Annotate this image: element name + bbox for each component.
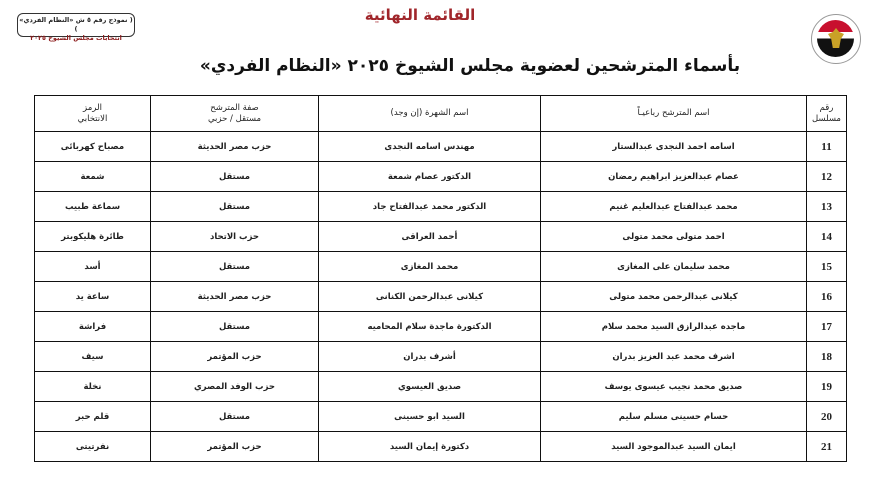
serial-number: 19 bbox=[807, 372, 847, 402]
electoral-symbol: سماعة طبيب bbox=[35, 192, 151, 222]
elections-authority-logo-icon bbox=[811, 14, 861, 64]
header-candidate-status bbox=[151, 96, 319, 132]
popular-name: الدكتور محمد عبدالفتاح جاد bbox=[319, 192, 541, 222]
header-status-line2: مستقل / حزبي bbox=[207, 113, 262, 124]
candidate-name: اسامه احمد النجدى عبدالستار bbox=[541, 132, 807, 162]
header-popular-name: اسم الشهرة (إن وجد) bbox=[319, 96, 541, 132]
table-row bbox=[35, 312, 847, 342]
electoral-symbol: فراشة bbox=[35, 312, 151, 342]
serial-number: 16 bbox=[807, 282, 847, 312]
header-symbol-line1: الرمز bbox=[83, 102, 102, 113]
serial-number: 14 bbox=[807, 222, 847, 252]
candidate-status: حزب الوفد المصري bbox=[151, 372, 319, 402]
candidate-name: محمد عبدالفتاح عبدالعليم غنيم bbox=[541, 192, 807, 222]
candidate-status: مستقل bbox=[151, 162, 319, 192]
serial-number: 18 bbox=[807, 342, 847, 372]
candidate-status: حزب مصر الحديثة bbox=[151, 282, 319, 312]
popular-name: أحمد العراقى bbox=[319, 222, 541, 252]
candidate-name: ماجده عبدالرازق السيد محمد سلام bbox=[541, 312, 807, 342]
candidate-name: اشرف محمد عبد العزيز بدران bbox=[541, 342, 807, 372]
final-list-title: القائمة النهائية bbox=[364, 6, 476, 24]
candidate-status: مستقل bbox=[151, 312, 319, 342]
electoral-symbol: أسد bbox=[35, 252, 151, 282]
candidate-name: محمد سليمان على المغازى bbox=[541, 252, 807, 282]
electoral-symbol: سيف bbox=[35, 342, 151, 372]
electoral-symbol: نخلة bbox=[35, 372, 151, 402]
table-row bbox=[35, 432, 847, 462]
header-electoral-symbol bbox=[35, 96, 151, 132]
popular-name: الدكتورة ماجدة سلام المحاميه bbox=[319, 312, 541, 342]
electoral-symbol: قلم حبر bbox=[35, 402, 151, 432]
header-serial-number bbox=[807, 96, 847, 132]
serial-number: 11 bbox=[807, 132, 847, 162]
candidate-status: حزب المؤتمر bbox=[151, 432, 319, 462]
form-number-box bbox=[17, 13, 135, 42]
candidate-status: مستقل bbox=[151, 252, 319, 282]
candidate-name: ايمان السيد عبدالموجود السيد bbox=[541, 432, 807, 462]
table-row bbox=[35, 342, 847, 372]
header-status-line1: صفة المترشح bbox=[210, 102, 259, 113]
table-header-row bbox=[35, 96, 847, 132]
table-row bbox=[35, 162, 847, 192]
candidate-name: عصام عبدالعزيز ابراهيم رمضان bbox=[541, 162, 807, 192]
table-row bbox=[35, 192, 847, 222]
serial-number: 20 bbox=[807, 402, 847, 432]
candidate-status: مستقل bbox=[151, 192, 319, 222]
candidate-name: احمد متولى محمد متولى bbox=[541, 222, 807, 252]
serial-number: 17 bbox=[807, 312, 847, 342]
table-row bbox=[35, 252, 847, 282]
electoral-symbol: نفرتيتى bbox=[35, 432, 151, 462]
candidate-name: حسام حسينى مسلم سليم bbox=[541, 402, 807, 432]
popular-name: أشرف بدران bbox=[319, 342, 541, 372]
popular-name: السيد ابو حسينى bbox=[319, 402, 541, 432]
popular-name: الدكتور عصام شمعة bbox=[319, 162, 541, 192]
popular-name: دكتورة إيمان السيد bbox=[319, 432, 541, 462]
electoral-symbol: ساعة يد bbox=[35, 282, 151, 312]
candidate-status: حزب الاتحاد bbox=[151, 222, 319, 252]
electoral-symbol: شمعة bbox=[35, 162, 151, 192]
header-serial-line1: رقم bbox=[819, 102, 834, 113]
page-title: بأسماء المترشحين لعضوية مجلس الشيوخ ٢٠٢٥ «النظام الفردي» bbox=[199, 56, 741, 76]
serial-number: 12 bbox=[807, 162, 847, 192]
table-row bbox=[35, 372, 847, 402]
table-row bbox=[35, 222, 847, 252]
form-number-label: ( نموذج رقم ٥ ش «النظام الفردي» ) bbox=[19, 16, 133, 33]
popular-name: صديق العيسوي bbox=[319, 372, 541, 402]
election-name-label: انتخابات مجلس الشيوخ ٢٠٢٥ bbox=[30, 34, 122, 42]
serial-number: 21 bbox=[807, 432, 847, 462]
serial-number: 13 bbox=[807, 192, 847, 222]
table-row bbox=[35, 132, 847, 162]
popular-name: محمد المغازى bbox=[319, 252, 541, 282]
candidate-status: حزب مصر الحديثة bbox=[151, 132, 319, 162]
header-serial-line2: مسلسل bbox=[812, 113, 841, 124]
electoral-symbol: طائرة هليكوبتر bbox=[35, 222, 151, 252]
table-row bbox=[35, 282, 847, 312]
electoral-symbol: مصباح كهربائى bbox=[35, 132, 151, 162]
candidate-name: صديق محمد نجيب عيسوى يوسف bbox=[541, 372, 807, 402]
candidate-status: مستقل bbox=[151, 402, 319, 432]
candidate-status: حزب المؤتمر bbox=[151, 342, 319, 372]
header-candidate-name: اسم المترشح رباعيـاً bbox=[541, 96, 807, 132]
candidates-table bbox=[34, 95, 847, 462]
serial-number: 15 bbox=[807, 252, 847, 282]
popular-name: كيلانى عبدالرحمن الكنانى bbox=[319, 282, 541, 312]
candidate-name: كيلانى عبدالرحمن محمد متولى bbox=[541, 282, 807, 312]
table-row bbox=[35, 402, 847, 432]
header-symbol-line2: الانتخابي bbox=[77, 113, 108, 124]
popular-name: مهندس اسامه النجدى bbox=[319, 132, 541, 162]
